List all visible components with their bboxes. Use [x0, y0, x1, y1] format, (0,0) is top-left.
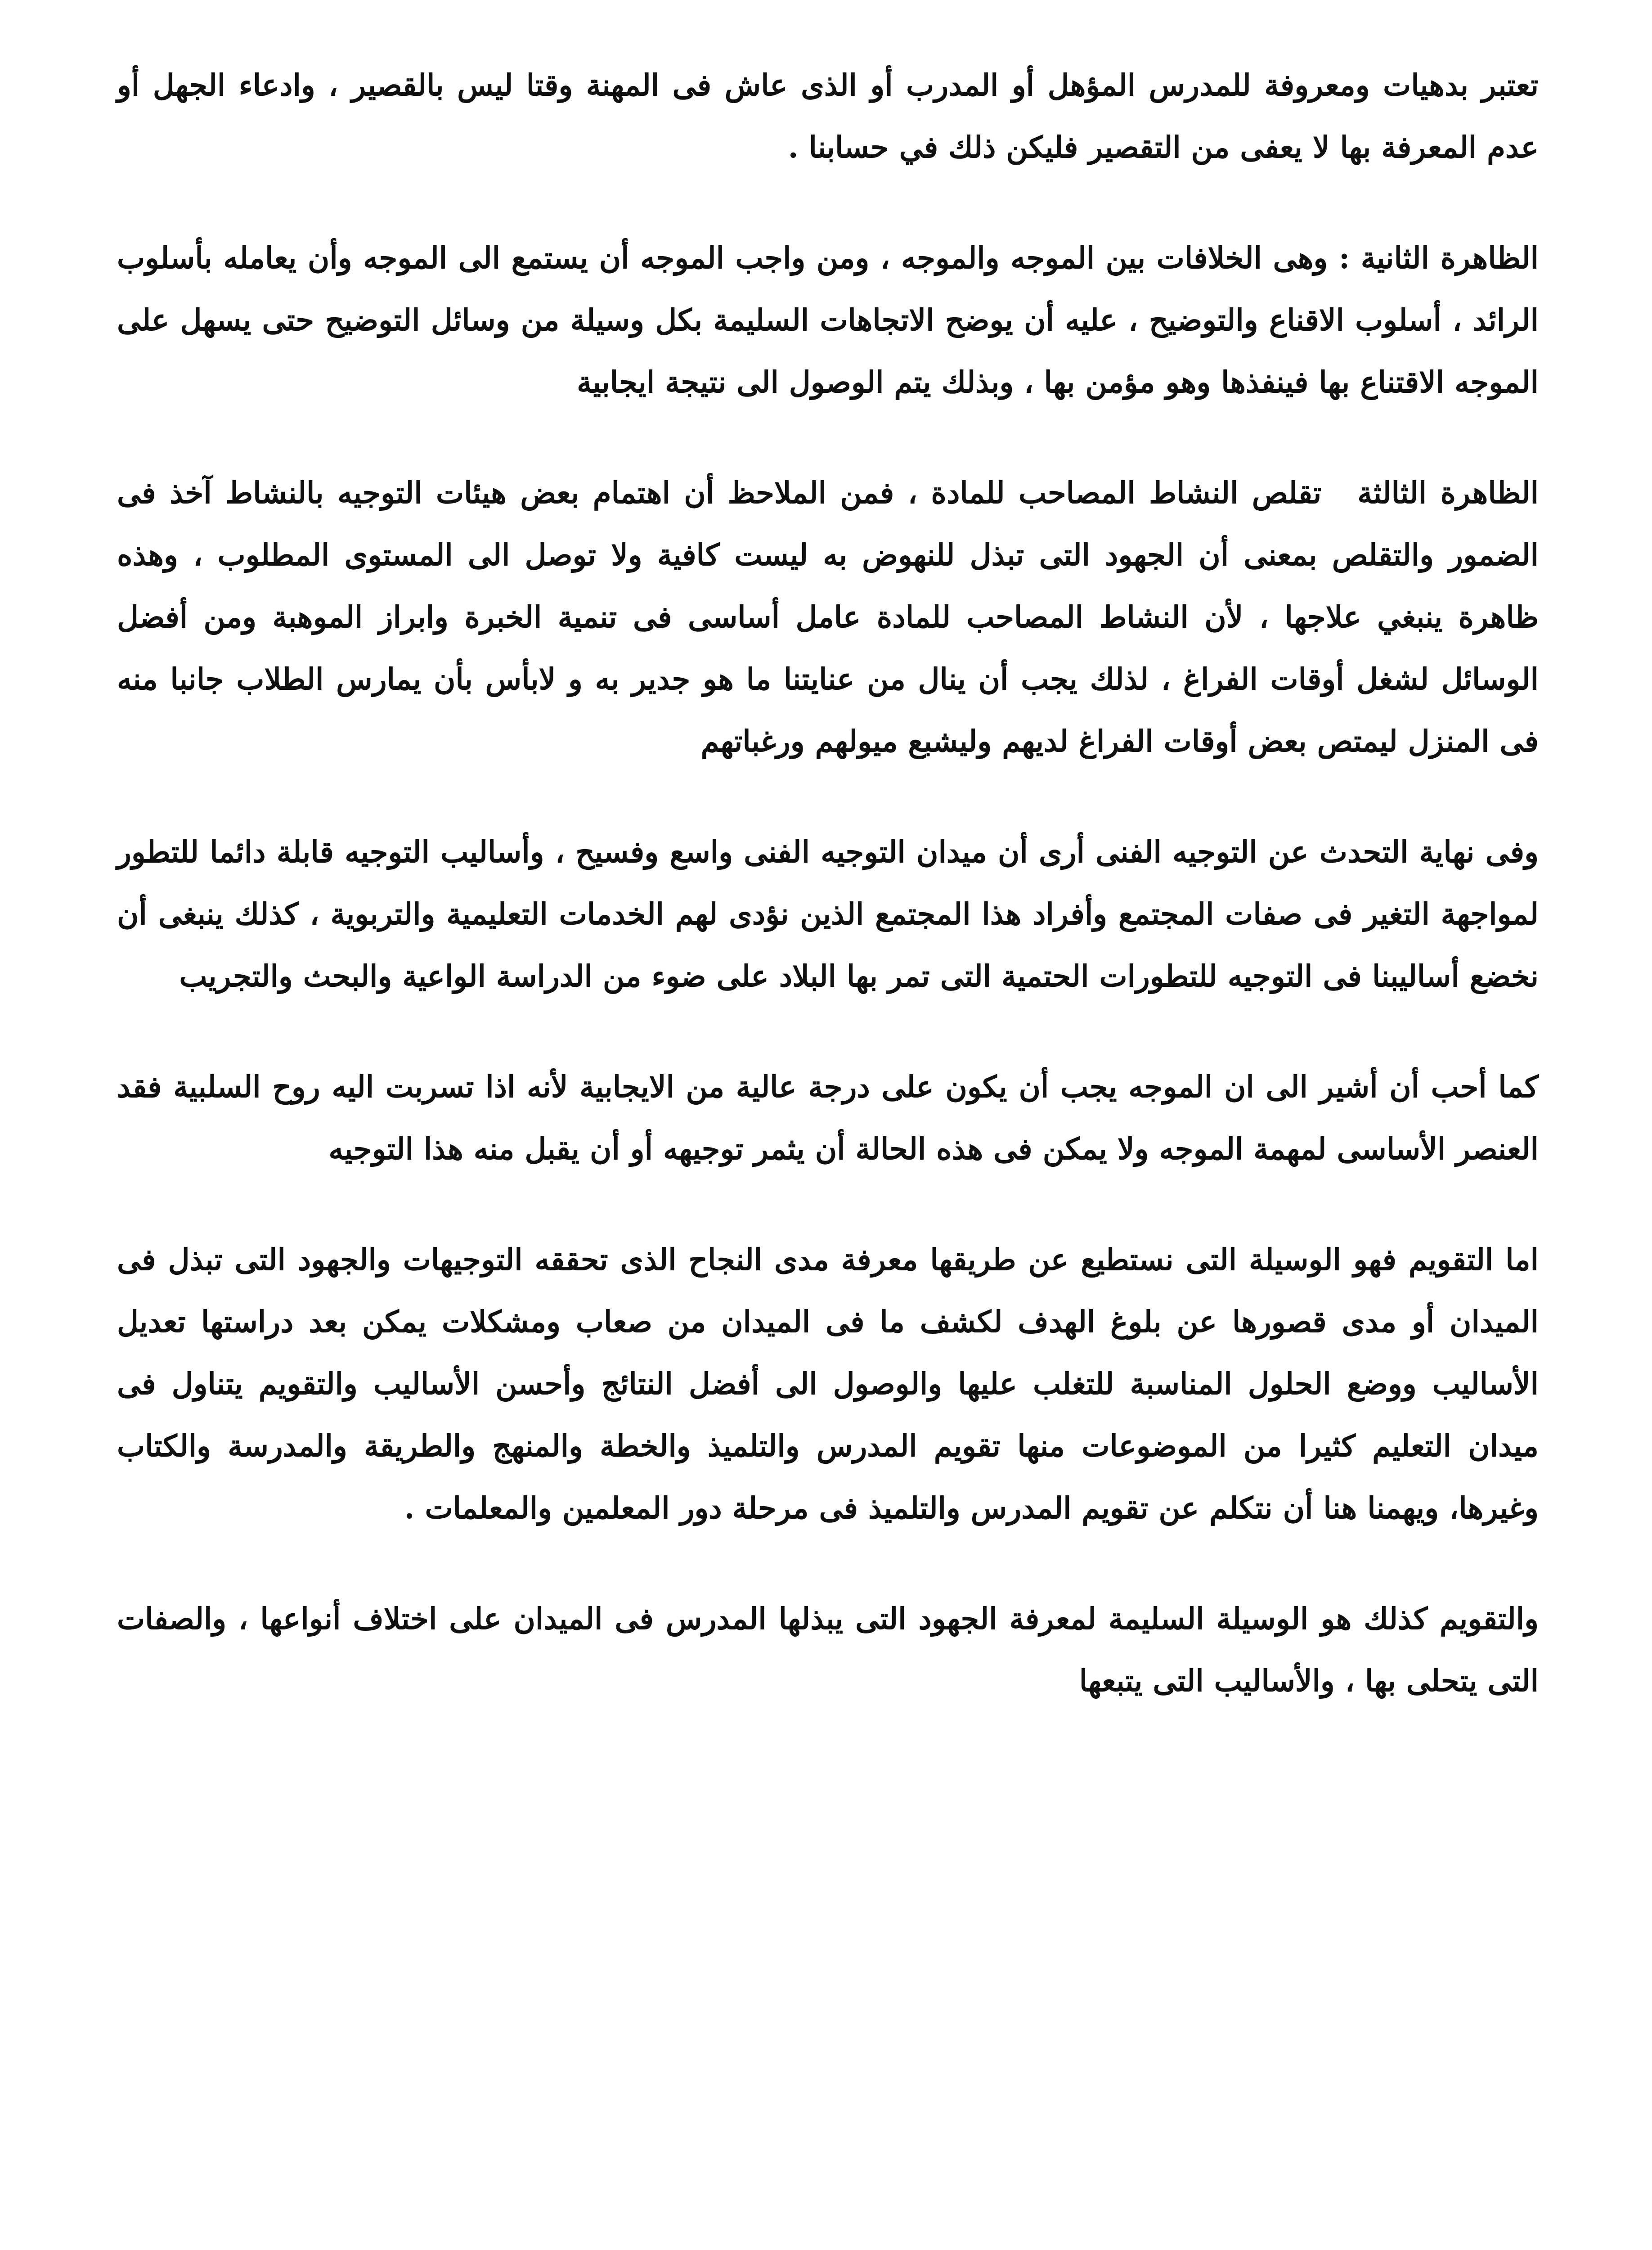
- paragraph-heading: الظاهرة الثانية :: [1338, 240, 1539, 275]
- paragraph-heading: اما التقويم: [1409, 1242, 1539, 1277]
- paragraph-heading: الظاهرة الثالثة: [1357, 475, 1539, 510]
- paragraph-6: [117, 1228, 1539, 1539]
- paragraph-3: [117, 462, 1539, 772]
- paragraph-text: وهى الخلافات بين الموجه والموجه ، ومن واجب الموجه أن يستمع الى الموجه وأن يعامله بأسلوب الرائد ، أسلوب الاقناع والتوضيح ، عليه أن يوضح الاتجاهات السليمة بكل وسيلة من وسائل التوضيح حتى يسهل على الموجه الاقتناع بها فينفذها وهو مؤمن بها ، وبذلك يتم الوصول الى نتيجة ايجابية: [117, 240, 1539, 400]
- paragraph-text: تعتبر بدهيات ومعروفة للمدرس المؤهل أو المدرب أو الذى عاش فى المهنة وقتا ليس بالقصير ، وادعاء الجهل أو عدم المعرفة بها لا يعفى من التقصير فليكن ذلك في حسابنا .: [117, 68, 1539, 165]
- paragraph-1: [117, 54, 1539, 178]
- paragraph-text: كما أحب أن أشير الى ان الموجه يجب أن يكون على درجة عالية من الايجابية لأنه اذا تسربت اليه روح السلبية فقد العنصر الأساسى لمهمة الموجه ولا يمكن فى هذه الحالة أن يثمر توجيهه أو أن يقبل منه هذا التوجيه: [117, 1069, 1539, 1166]
- paragraph-4: [117, 821, 1539, 1007]
- paragraph-7: [117, 1588, 1539, 1712]
- paragraph-text: فهو الوسيلة التى نستطيع عن طريقها معرفة مدى النجاح الذى تحققه التوجيهات والجهود التى تبذل فى الميدان أو مدى قصورها عن بلوغ الهدف لكشف ما فى الميدان من صعاب ومشكلات يمكن بعد دراستها تعديل الأساليب ووضع الحلول المناسبة للتغلب عليها والوصول الى أفضل النتائج وأحسن الأساليب والتقويم يتناول فى ميدان التعليم كثيرا من الموضوعات منها تقويم المدرس والتلميذ والخطة والمنهج والطريقة والمدرسة والكتاب وغيرها، ويهمنا هنا أن نتكلم عن تقويم المدرس والتلميذ فى مرحلة دور المعلمين والمعلمات .: [117, 1242, 1539, 1526]
- paragraph-5: [117, 1056, 1539, 1180]
- paragraph-text: وفى نهاية التحدث عن التوجيه الفنى أرى أن ميدان التوجيه الفنى واسع وفسيح ، وأساليب التوجيه قابلة دائما للتطور لمواجهة التغير فى صفات المجتمع وأفراد هذا المجتمع الذين نؤدى لهم الخدمات التعليمية والتربوية ، كذلك ينبغى أن نخضع أساليبنا فى التوجيه للتطورات الحتمية التى تمر بها البلاد على ضوء من الدراسة الواعية والبحث والتجريب: [117, 834, 1539, 994]
- paragraph-2: [117, 227, 1539, 413]
- body-text: [117, 54, 1539, 1760]
- paragraph-text: تقلص النشاط المصاحب للمادة ، فمن الملاحظ أن اهتمام بعض هيئات التوجيه بالنشاط آخذ فى الضمور والتقلص بمعنى أن الجهود التى تبذل للنهوض به ليست كافية ولا توصل الى المستوى المطلوب ، وهذه ظاهرة ينبغي علاجها ، لأن النشاط المصاحب للمادة عامل أساسى فى تنمية الخبرة وابراز الموهبة ومن أفضل الوسائل لشغل أوقات الفراغ ، لذلك يجب أن ينال من عنايتنا ما هو جدير به و لابأس بأن يمارس الطلاب جانبا منه فى المنزل ليمتص بعض أوقات الفراغ لديهم وليشبع ميولهم ورغباتهم: [117, 475, 1539, 759]
- paragraph-text: والتقويم كذلك هو الوسيلة السليمة لمعرفة الجهود التى يبذلها المدرس فى الميدان على اختلاف أنواعها ، والصفات التى يتحلى بها ، والأساليب التى يتبعها: [117, 1601, 1539, 1698]
